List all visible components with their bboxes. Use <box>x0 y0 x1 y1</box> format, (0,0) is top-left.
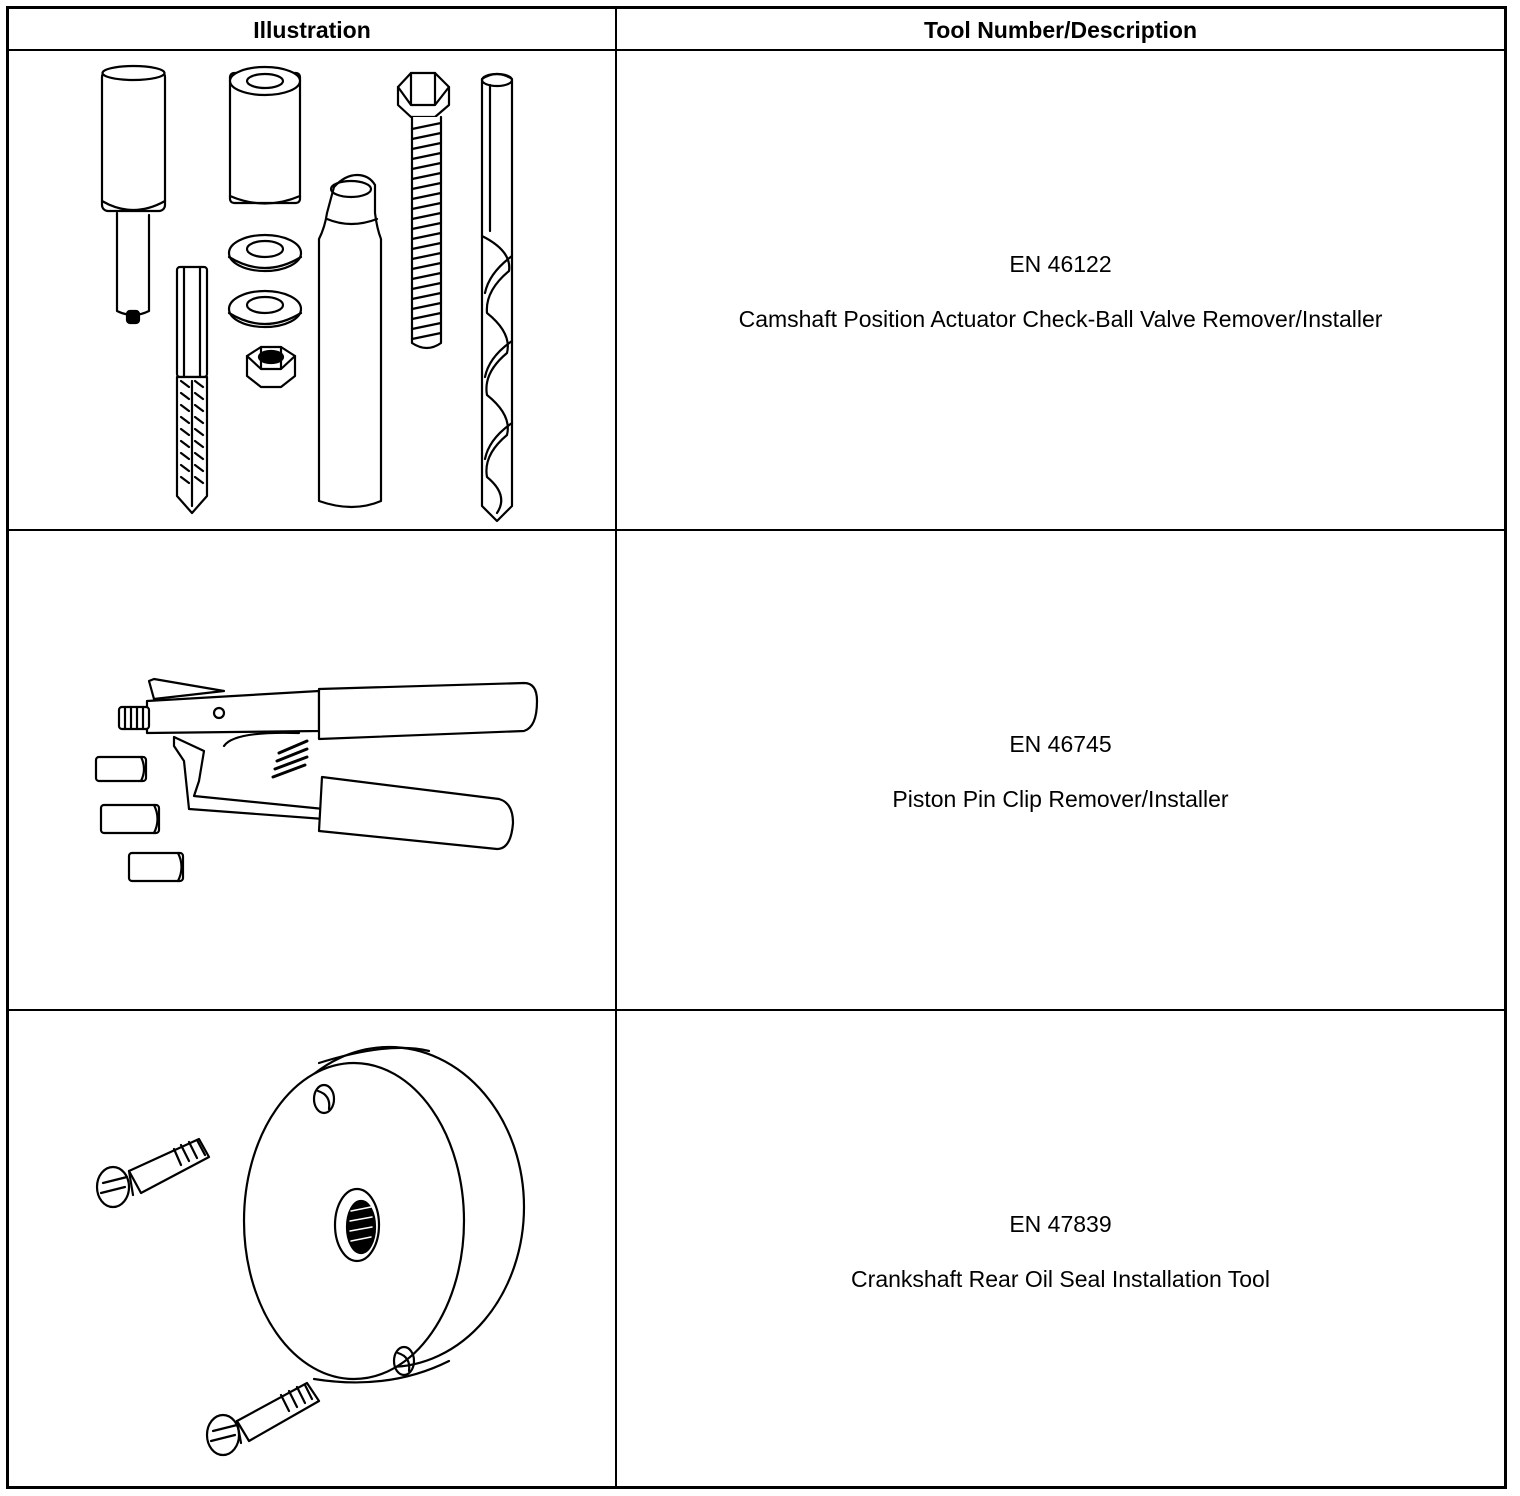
illustration-en-46745 <box>9 531 615 1009</box>
tool-description: Crankshaft Rear Oil Seal Installation Tool <box>851 1266 1270 1292</box>
tool-description: Camshaft Position Actuator Check-Ball Valve Remover/Installer <box>738 306 1383 332</box>
tool-number: EN 47839 <box>1009 1211 1112 1237</box>
tool-description: Piston Pin Clip Remover/Installer <box>892 786 1229 812</box>
illustration-en-46122 <box>9 51 615 529</box>
tool-number: EN 46745 <box>1009 731 1112 757</box>
description-en-46745 <box>617 531 1504 1009</box>
illustration-en-47839 <box>9 1011 615 1489</box>
tool-number: EN 46122 <box>1009 251 1112 277</box>
header-tool-number-description: Tool Number/Description <box>923 17 1198 43</box>
description-en-46122 <box>617 51 1504 529</box>
header-illustration: Illustration <box>253 17 371 43</box>
description-en-47839 <box>617 1011 1504 1489</box>
tool-table <box>6 6 1507 1489</box>
